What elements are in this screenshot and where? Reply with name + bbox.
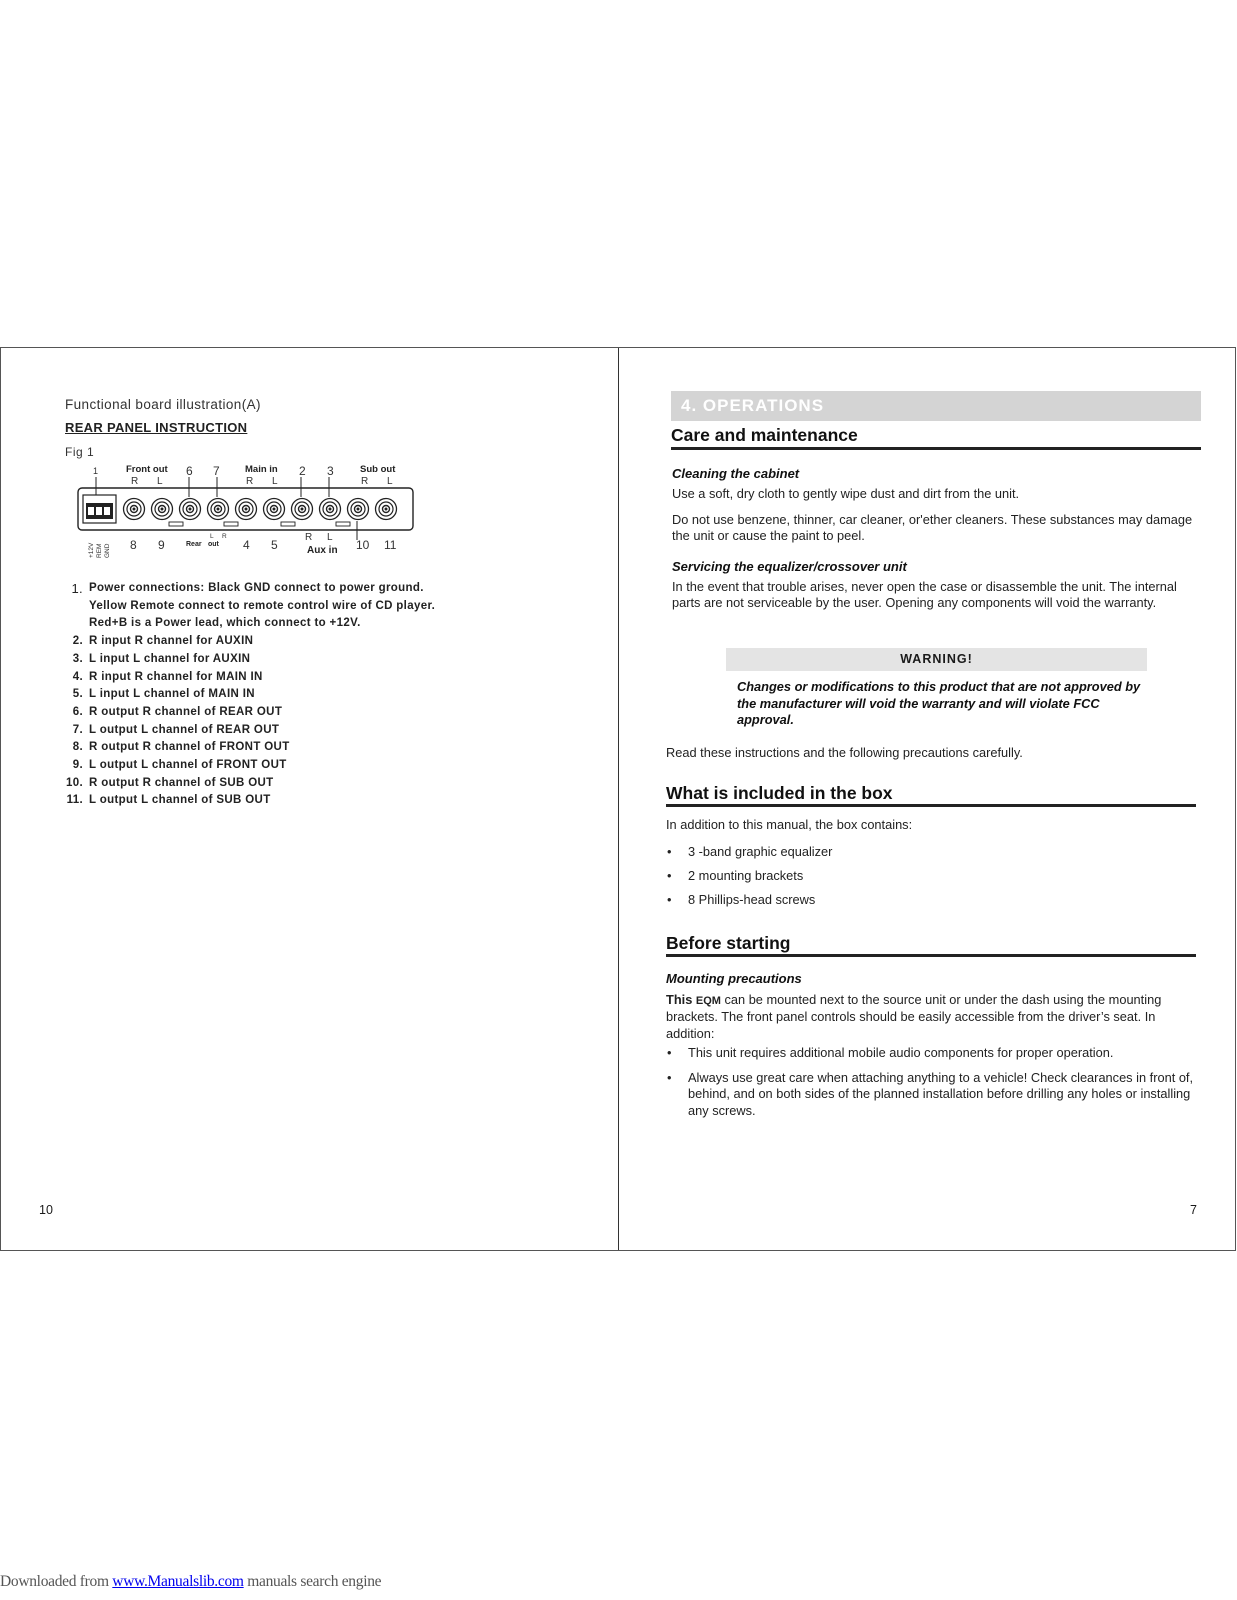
manualslib-link[interactable]: www.Manualslib.com xyxy=(112,1573,244,1590)
label-12v: +12V xyxy=(88,542,95,558)
label-1: 1 xyxy=(93,466,99,476)
legend-text: R output R channel of SUB OUT xyxy=(89,776,274,789)
list-item-text: 8 Phillips-head screws xyxy=(688,892,816,907)
rear-out-r: R xyxy=(222,533,227,540)
legend-text: Yellow Remote connect to remote control wire of CD player. xyxy=(89,599,436,612)
servicing-paragraph: In the event that trouble arises, never open the case or disassemble the unit. The internal parts are not serviceable by the user. Opening any components will void the warranty. xyxy=(672,579,1177,611)
box-intro: In addition to this manual, the box contains: xyxy=(666,817,913,832)
label-rem: REM xyxy=(96,543,103,558)
legend-text: R output R channel of REAR OUT xyxy=(89,705,283,718)
bullet-icon: • xyxy=(667,892,672,907)
label-4: 4 xyxy=(243,538,250,552)
before-rule xyxy=(666,954,1196,957)
main-l: L xyxy=(272,476,278,487)
label-sub-out: Sub out xyxy=(360,464,396,475)
label-9: 9 xyxy=(158,538,165,552)
list-item xyxy=(667,1070,1197,1119)
label-3: 3 xyxy=(327,464,334,478)
label-2: 2 xyxy=(299,464,306,478)
label-out: out xyxy=(208,541,219,548)
rca-jack xyxy=(208,499,229,520)
sub-l: L xyxy=(387,476,393,487)
legend-number: 11. xyxy=(66,794,83,807)
rca-jack xyxy=(264,499,285,520)
legend-item xyxy=(57,651,577,669)
label-8: 8 xyxy=(130,538,137,552)
rca-jack xyxy=(180,499,201,520)
before-heading: Before starting xyxy=(666,933,791,953)
footer-suffix: manuals search engine xyxy=(243,1573,382,1590)
mounting-lead-this: This xyxy=(666,992,693,1007)
bullet-icon: • xyxy=(667,844,672,859)
read-instructions: Read these instructions and the following precautions carefully. xyxy=(666,745,1023,760)
legend-item xyxy=(57,757,577,775)
mounting-text: can be mounted next to the source unit or under the dash using the mounting brackets. The front panel controls should be easily accessible from the driver’s seat. In addition: xyxy=(666,992,1162,1041)
legend-number xyxy=(57,615,89,633)
legend-number: 8. xyxy=(72,741,83,754)
legend-text: L output L channel of SUB OUT xyxy=(89,794,271,807)
bullet-icon: • xyxy=(667,868,672,883)
box-heading: What is included in the box xyxy=(666,783,893,803)
legend-number: 2. xyxy=(72,635,83,648)
cleaning-paragraph-2: Do not use benzene, thinner, car cleaner, or'ether cleaners. These substances may damage the unit or cause the paint to peel. xyxy=(672,512,1193,544)
rear-panel-title: REAR PANEL INSTRUCTION xyxy=(65,420,248,435)
rca-jack xyxy=(236,499,257,520)
rca-jack xyxy=(152,499,173,520)
list-item-text: 3 -band graphic equalizer xyxy=(688,844,833,859)
legend-text: L output L channel of REAR OUT xyxy=(89,723,280,736)
care-heading: Care and maintenance xyxy=(671,425,858,445)
bullet-icon: • xyxy=(667,1070,672,1085)
mounting-heading: Mounting precautions xyxy=(666,971,802,986)
list-item xyxy=(667,1045,1197,1061)
connection-legend xyxy=(57,580,577,810)
legend-text: R output R channel of FRONT OUT xyxy=(89,741,290,754)
care-rule xyxy=(671,447,1201,450)
legend-number: 5. xyxy=(72,688,83,701)
legend-number: 4. xyxy=(72,670,83,683)
list-item xyxy=(667,892,1187,908)
legend-item xyxy=(57,669,577,687)
legend-text: R input R channel for MAIN IN xyxy=(89,670,263,683)
legend-item xyxy=(57,792,577,810)
list-item-text: This unit requires additional mobile audio components for proper operation. xyxy=(688,1045,1114,1060)
legend-number: 1. xyxy=(71,581,83,596)
manual-spread xyxy=(0,347,1236,1251)
page-number-left: 10 xyxy=(39,1203,53,1217)
section-title: 4. OPERATIONS xyxy=(681,396,825,415)
rca-jack xyxy=(292,499,313,520)
label-10: 10 xyxy=(356,538,370,552)
functional-board-title: Functional board illustration(A) xyxy=(65,397,261,412)
page-divider xyxy=(618,348,619,1250)
legend-text: Power connections: Black GND connect to power ground. xyxy=(89,582,424,594)
cleaning-paragraph-1: Use a soft, dry cloth to gently wipe dust and dirt from the unit. xyxy=(672,486,1020,501)
mounting-lead-eqm: EQM xyxy=(695,995,721,1007)
legend-number: 6. xyxy=(72,705,83,718)
main-r: R xyxy=(246,476,254,487)
label-rear: Rear xyxy=(186,541,202,548)
legend-number: 10. xyxy=(65,776,83,789)
box-rule xyxy=(666,804,1196,807)
front-l: L xyxy=(157,476,163,487)
aux-r: R xyxy=(305,532,313,543)
rca-jack xyxy=(348,499,369,520)
cleaning-heading: Cleaning the cabinet xyxy=(672,466,800,481)
download-footer xyxy=(0,1573,381,1591)
aux-l: L xyxy=(327,532,333,543)
legend-text: L input L channel of MAIN IN xyxy=(89,688,255,701)
legend-item xyxy=(57,775,577,793)
list-item xyxy=(667,844,1187,860)
rca-jack xyxy=(320,499,341,520)
legend-text: Red+B is a Power lead, which connect to +12V. xyxy=(89,617,361,630)
list-item-text: Always use great care when attaching anything to a vehicle! Check clearances in front of, behind, and on both sides of the planned installation before drilling any holes or installing any screws. xyxy=(688,1070,1194,1118)
front-r: R xyxy=(131,476,139,487)
label-main-in: Main in xyxy=(245,464,278,475)
list-item-text: 2 mounting brackets xyxy=(688,868,804,883)
legend-item xyxy=(57,739,577,757)
legend-item xyxy=(57,704,577,722)
warning-text: Changes or modifications to this product that are not approved by the manufacturer will void the warranty and will violate FCC approval. xyxy=(737,679,1141,727)
legend-item xyxy=(57,686,577,704)
legend-item xyxy=(57,580,577,598)
legend-number: 3. xyxy=(72,652,83,665)
legend-item xyxy=(57,722,577,740)
legend-item xyxy=(57,633,577,651)
bullet-icon: • xyxy=(667,1045,672,1060)
label-5: 5 xyxy=(271,538,278,552)
label-6: 6 xyxy=(186,464,193,478)
section-header-bar xyxy=(671,391,1201,421)
rca-jack xyxy=(124,499,145,520)
rca-jack xyxy=(376,499,397,520)
label-gnd: GND xyxy=(104,543,111,558)
mounting-paragraph xyxy=(666,992,1201,1042)
label-front-out: Front out xyxy=(126,464,168,475)
legend-text: L input L channel for AUXIN xyxy=(89,652,251,665)
list-item xyxy=(667,868,1187,884)
rear-panel-diagram xyxy=(71,463,421,563)
rear-out-l: L xyxy=(210,533,214,540)
figure-label: Fig 1 xyxy=(65,445,95,459)
servicing-heading: Servicing the equalizer/crossover unit xyxy=(672,559,907,574)
legend-item xyxy=(57,615,577,633)
legend-item xyxy=(57,598,577,616)
sub-r: R xyxy=(361,476,369,487)
legend-text: L output L channel of FRONT OUT xyxy=(89,759,287,772)
legend-number: 7. xyxy=(72,723,83,736)
legend-text: R input R channel for AUXIN xyxy=(89,635,254,648)
page-number-right: 7 xyxy=(1190,1203,1197,1217)
legend-number xyxy=(57,598,89,616)
warning-title: WARNING! xyxy=(900,652,973,666)
legend-number: 9. xyxy=(72,759,83,772)
label-aux-in: Aux in xyxy=(307,545,338,556)
label-7: 7 xyxy=(213,464,220,478)
label-11: 11 xyxy=(384,538,397,552)
warning-bar xyxy=(726,648,1147,671)
footer-prefix: Downloaded from xyxy=(0,1573,113,1590)
